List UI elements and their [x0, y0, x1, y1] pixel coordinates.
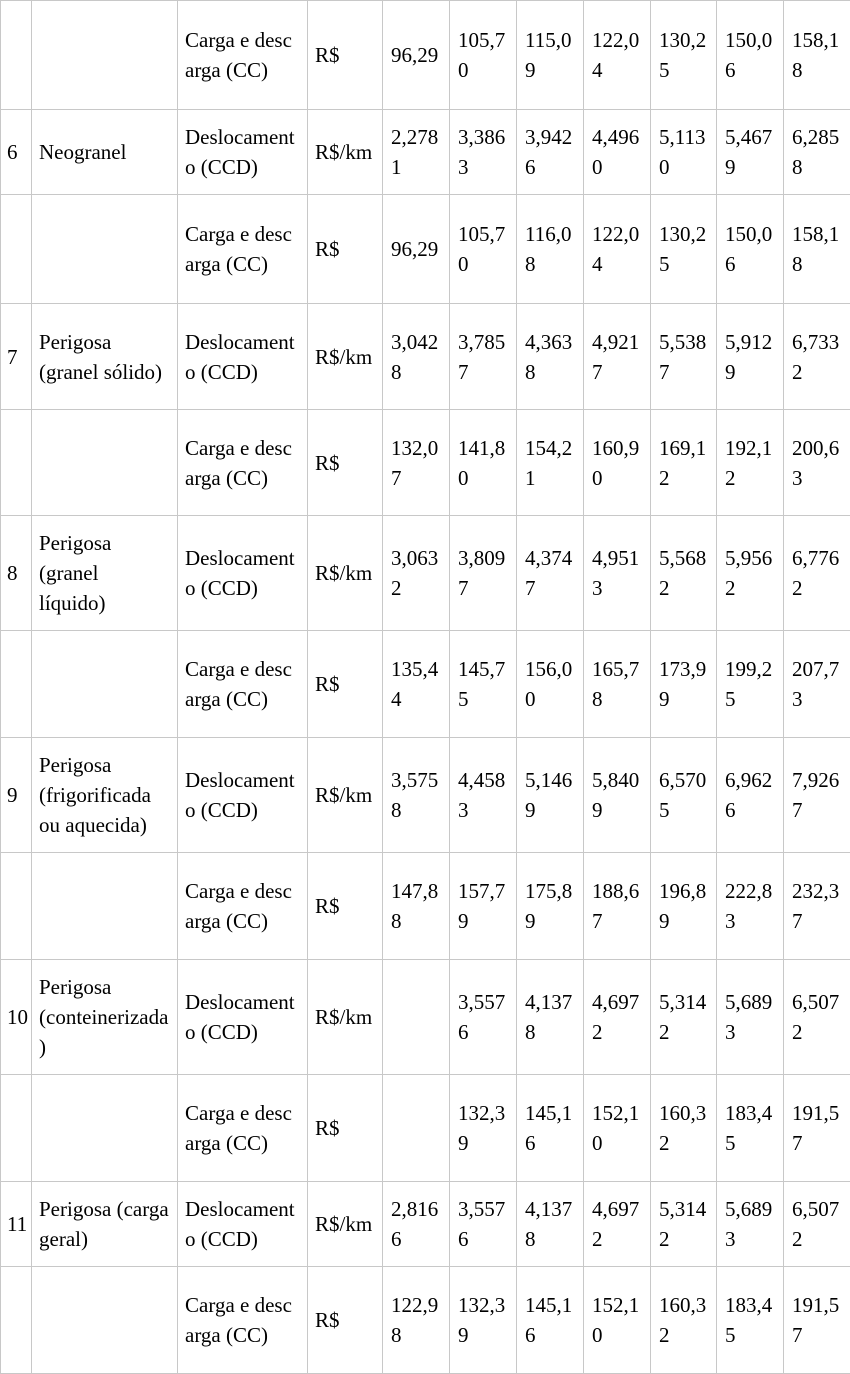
row-number-cell [1, 1267, 32, 1374]
cost-component-cell: Deslocamento (CCD) [178, 304, 308, 410]
table-row [1, 110, 850, 195]
value-cell: 192,12 [717, 410, 784, 516]
value-cell: 3,5758 [383, 738, 450, 853]
value-cell: 96,29 [383, 1, 450, 110]
table-row [1, 516, 850, 631]
cost-component-cell: Carga e descarga (CC) [178, 195, 308, 304]
cargo-type-cell [32, 1, 178, 110]
value-cell: 4,4583 [450, 738, 517, 853]
cost-component-cell: Carga e descarga (CC) [178, 1075, 308, 1182]
unit-cell: R$/km [308, 304, 383, 410]
cargo-type-cell [32, 853, 178, 960]
value-cell: 5,3142 [651, 960, 717, 1075]
value-cell: 135,44 [383, 631, 450, 738]
unit-cell: R$/km [308, 516, 383, 631]
cost-component-cell: Deslocamento (CCD) [178, 516, 308, 631]
cargo-type-cell [32, 195, 178, 304]
value-cell: 3,7857 [450, 304, 517, 410]
value-cell: 5,9129 [717, 304, 784, 410]
row-number-cell: 11 [1, 1182, 32, 1267]
unit-cell: R$/km [308, 960, 383, 1075]
value-cell: 165,78 [584, 631, 651, 738]
value-cell: 5,6893 [717, 960, 784, 1075]
value-cell: 4,3747 [517, 516, 584, 631]
value-cell [383, 1075, 450, 1182]
unit-cell: R$ [308, 631, 383, 738]
value-cell: 132,39 [450, 1267, 517, 1374]
table-row [1, 304, 850, 410]
table-row [1, 738, 850, 853]
value-cell: 5,1130 [651, 110, 717, 195]
value-cell: 116,08 [517, 195, 584, 304]
value-cell: 4,4960 [584, 110, 651, 195]
value-cell: 173,99 [651, 631, 717, 738]
value-cell: 4,9217 [584, 304, 651, 410]
row-number-cell [1, 1075, 32, 1182]
table-row [1, 195, 850, 304]
value-cell: 6,7332 [784, 304, 850, 410]
value-cell: 158,18 [784, 195, 850, 304]
row-number-cell: 9 [1, 738, 32, 853]
value-cell: 222,83 [717, 853, 784, 960]
cost-component-cell: Carga e descarga (CC) [178, 410, 308, 516]
value-cell: 5,1469 [517, 738, 584, 853]
value-cell: 5,5387 [651, 304, 717, 410]
value-cell: 122,98 [383, 1267, 450, 1374]
value-cell: 188,67 [584, 853, 651, 960]
row-number-cell [1, 410, 32, 516]
row-number-cell [1, 1, 32, 110]
value-cell: 160,32 [651, 1075, 717, 1182]
value-cell: 4,1378 [517, 960, 584, 1075]
value-cell: 3,8097 [450, 516, 517, 631]
value-cell: 152,10 [584, 1075, 651, 1182]
table-row [1, 631, 850, 738]
cost-component-cell: Deslocamento (CCD) [178, 960, 308, 1075]
value-cell: 4,9513 [584, 516, 651, 631]
unit-cell: R$ [308, 410, 383, 516]
row-number-cell [1, 853, 32, 960]
value-cell: 154,21 [517, 410, 584, 516]
unit-cell: R$ [308, 1267, 383, 1374]
table-row [1, 960, 850, 1075]
value-cell: 145,75 [450, 631, 517, 738]
table-row [1, 1267, 850, 1374]
row-number-cell: 8 [1, 516, 32, 631]
cargo-type-cell: Perigosa (frigorificada ou aquecida) [32, 738, 178, 853]
value-cell: 96,29 [383, 195, 450, 304]
value-cell: 5,4679 [717, 110, 784, 195]
table-row [1, 1182, 850, 1267]
value-cell: 2,8166 [383, 1182, 450, 1267]
value-cell: 5,8409 [584, 738, 651, 853]
value-cell: 145,16 [517, 1075, 584, 1182]
value-cell: 4,6972 [584, 1182, 651, 1267]
value-cell: 150,06 [717, 1, 784, 110]
cargo-type-cell: Neogranel [32, 110, 178, 195]
value-cell: 6,5705 [651, 738, 717, 853]
value-cell: 115,09 [517, 1, 584, 110]
value-cell: 5,3142 [651, 1182, 717, 1267]
value-cell: 6,2858 [784, 110, 850, 195]
value-cell: 150,06 [717, 195, 784, 304]
value-cell: 3,5576 [450, 1182, 517, 1267]
unit-cell: R$/km [308, 1182, 383, 1267]
value-cell: 157,79 [450, 853, 517, 960]
value-cell: 130,25 [651, 1, 717, 110]
value-cell: 183,45 [717, 1075, 784, 1182]
value-cell: 207,73 [784, 631, 850, 738]
value-cell: 6,7762 [784, 516, 850, 631]
value-cell: 147,88 [383, 853, 450, 960]
cargo-type-cell: Perigosa (granel sólido) [32, 304, 178, 410]
value-cell: 105,70 [450, 1, 517, 110]
value-cell: 3,9426 [517, 110, 584, 195]
value-cell: 4,1378 [517, 1182, 584, 1267]
table-row [1, 1, 850, 110]
value-cell: 4,3638 [517, 304, 584, 410]
table-row [1, 853, 850, 960]
value-cell: 3,0632 [383, 516, 450, 631]
value-cell: 132,07 [383, 410, 450, 516]
table-body [1, 1, 850, 1374]
value-cell: 6,9626 [717, 738, 784, 853]
row-number-cell [1, 195, 32, 304]
cost-component-cell: Deslocamento (CCD) [178, 110, 308, 195]
value-cell: 5,9562 [717, 516, 784, 631]
value-cell: 3,3863 [450, 110, 517, 195]
value-cell: 175,89 [517, 853, 584, 960]
unit-cell: R$ [308, 853, 383, 960]
value-cell: 191,57 [784, 1075, 850, 1182]
value-cell: 169,12 [651, 410, 717, 516]
unit-cell: R$ [308, 195, 383, 304]
value-cell: 232,37 [784, 853, 850, 960]
row-number-cell: 6 [1, 110, 32, 195]
cargo-type-cell [32, 1075, 178, 1182]
cost-component-cell: Carga e descarga (CC) [178, 853, 308, 960]
value-cell: 5,6893 [717, 1182, 784, 1267]
value-cell: 3,0428 [383, 304, 450, 410]
value-cell: 122,04 [584, 1, 651, 110]
value-cell: 3,5576 [450, 960, 517, 1075]
value-cell: 122,04 [584, 195, 651, 304]
value-cell: 4,6972 [584, 960, 651, 1075]
value-cell: 7,9267 [784, 738, 850, 853]
cargo-type-cell [32, 410, 178, 516]
cost-component-cell: Deslocamento (CCD) [178, 738, 308, 853]
value-cell: 196,89 [651, 853, 717, 960]
value-cell: 6,5072 [784, 960, 850, 1075]
row-number-cell [1, 631, 32, 738]
value-cell: 152,10 [584, 1267, 651, 1374]
value-cell: 6,5072 [784, 1182, 850, 1267]
table-row [1, 410, 850, 516]
unit-cell: R$ [308, 1075, 383, 1182]
value-cell: 160,90 [584, 410, 651, 516]
value-cell: 145,16 [517, 1267, 584, 1374]
value-cell [383, 960, 450, 1075]
cost-component-cell: Carga e descarga (CC) [178, 1, 308, 110]
cargo-type-cell [32, 1267, 178, 1374]
cargo-type-cell [32, 631, 178, 738]
value-cell: 200,63 [784, 410, 850, 516]
row-number-cell: 7 [1, 304, 32, 410]
cargo-type-cell: Perigosa (carga geral) [32, 1182, 178, 1267]
value-cell: 105,70 [450, 195, 517, 304]
value-cell: 5,5682 [651, 516, 717, 631]
cost-component-cell: Deslocamento (CCD) [178, 1182, 308, 1267]
unit-cell: R$/km [308, 738, 383, 853]
value-cell: 130,25 [651, 195, 717, 304]
cost-component-cell: Carga e descarga (CC) [178, 631, 308, 738]
value-cell: 191,57 [784, 1267, 850, 1374]
value-cell: 141,80 [450, 410, 517, 516]
value-cell: 183,45 [717, 1267, 784, 1374]
value-cell: 199,25 [717, 631, 784, 738]
row-number-cell: 10 [1, 960, 32, 1075]
table-row [1, 1075, 850, 1182]
unit-cell: R$/km [308, 110, 383, 195]
value-cell: 2,2781 [383, 110, 450, 195]
unit-cell: R$ [308, 1, 383, 110]
cargo-type-cell: Perigosa (conteinerizada) [32, 960, 178, 1075]
value-cell: 158,18 [784, 1, 850, 110]
cargo-type-cell: Perigosa (granel líquido) [32, 516, 178, 631]
value-cell: 156,00 [517, 631, 584, 738]
cost-component-cell: Carga e descarga (CC) [178, 1267, 308, 1374]
value-cell: 160,32 [651, 1267, 717, 1374]
value-cell: 132,39 [450, 1075, 517, 1182]
